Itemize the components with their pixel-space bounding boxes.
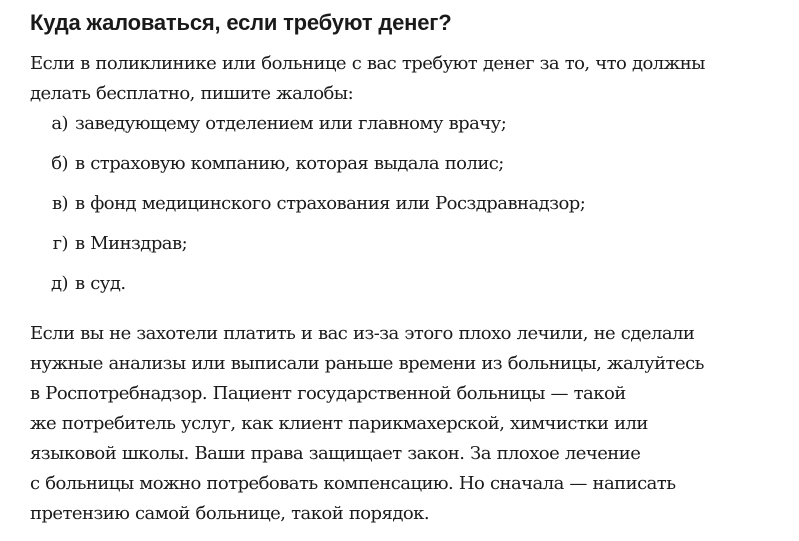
text-line: языковой школы. Ваши права защищает закон. За плохое лечение [30,443,641,464]
list-item-marker: г) [52,233,68,254]
text-line: же потребитель услуг, как клиент парикмахерской, химчистки или [30,413,648,434]
list-item [30,109,585,149]
list-item [30,269,585,309]
list-item-text: в Минздрав; [75,233,188,254]
section-heading: Куда жаловаться, если требуют денег? [30,10,452,35]
list-item-marker: б) [51,153,68,174]
list-item [30,189,585,229]
list-item-marker: в) [51,193,68,214]
consumer-rights-paragraph [30,319,704,529]
list-item-text: заведующему отделением или главному врачу; [75,113,507,134]
text-line: в Роспотребнадзор. Пациент государственной больницы — такой [30,383,626,404]
list-item-marker: д) [50,273,68,294]
list-item-text: в суд. [75,273,126,294]
text-line: нужные анализы или выписали раньше времени из больницы, жалуйтесь [30,353,704,374]
text-line: с больницы можно потребовать компенсацию. Но сначала — написать [30,473,676,494]
list-item-text: в фонд медицинского страхования или Росздравнадзор; [75,193,586,214]
list-item-text: в страховую компанию, которая выдала полис; [75,153,504,174]
complaint-destinations-list [30,109,585,309]
list-item [30,149,585,189]
text-line: Если в поликлинике или больнице с вас требуют денег за то, что должны [30,53,705,74]
list-item [30,229,585,269]
list-item-marker: а) [51,113,68,134]
text-line: делать бесплатно, пишите жалобы: [30,83,354,104]
text-line: Если вы не захотели платить и вас из-за этого плохо лечили, не сделали [30,323,695,344]
text-line: претензию самой больнице, такой порядок. [30,503,430,524]
intro-paragraph [30,49,705,109]
